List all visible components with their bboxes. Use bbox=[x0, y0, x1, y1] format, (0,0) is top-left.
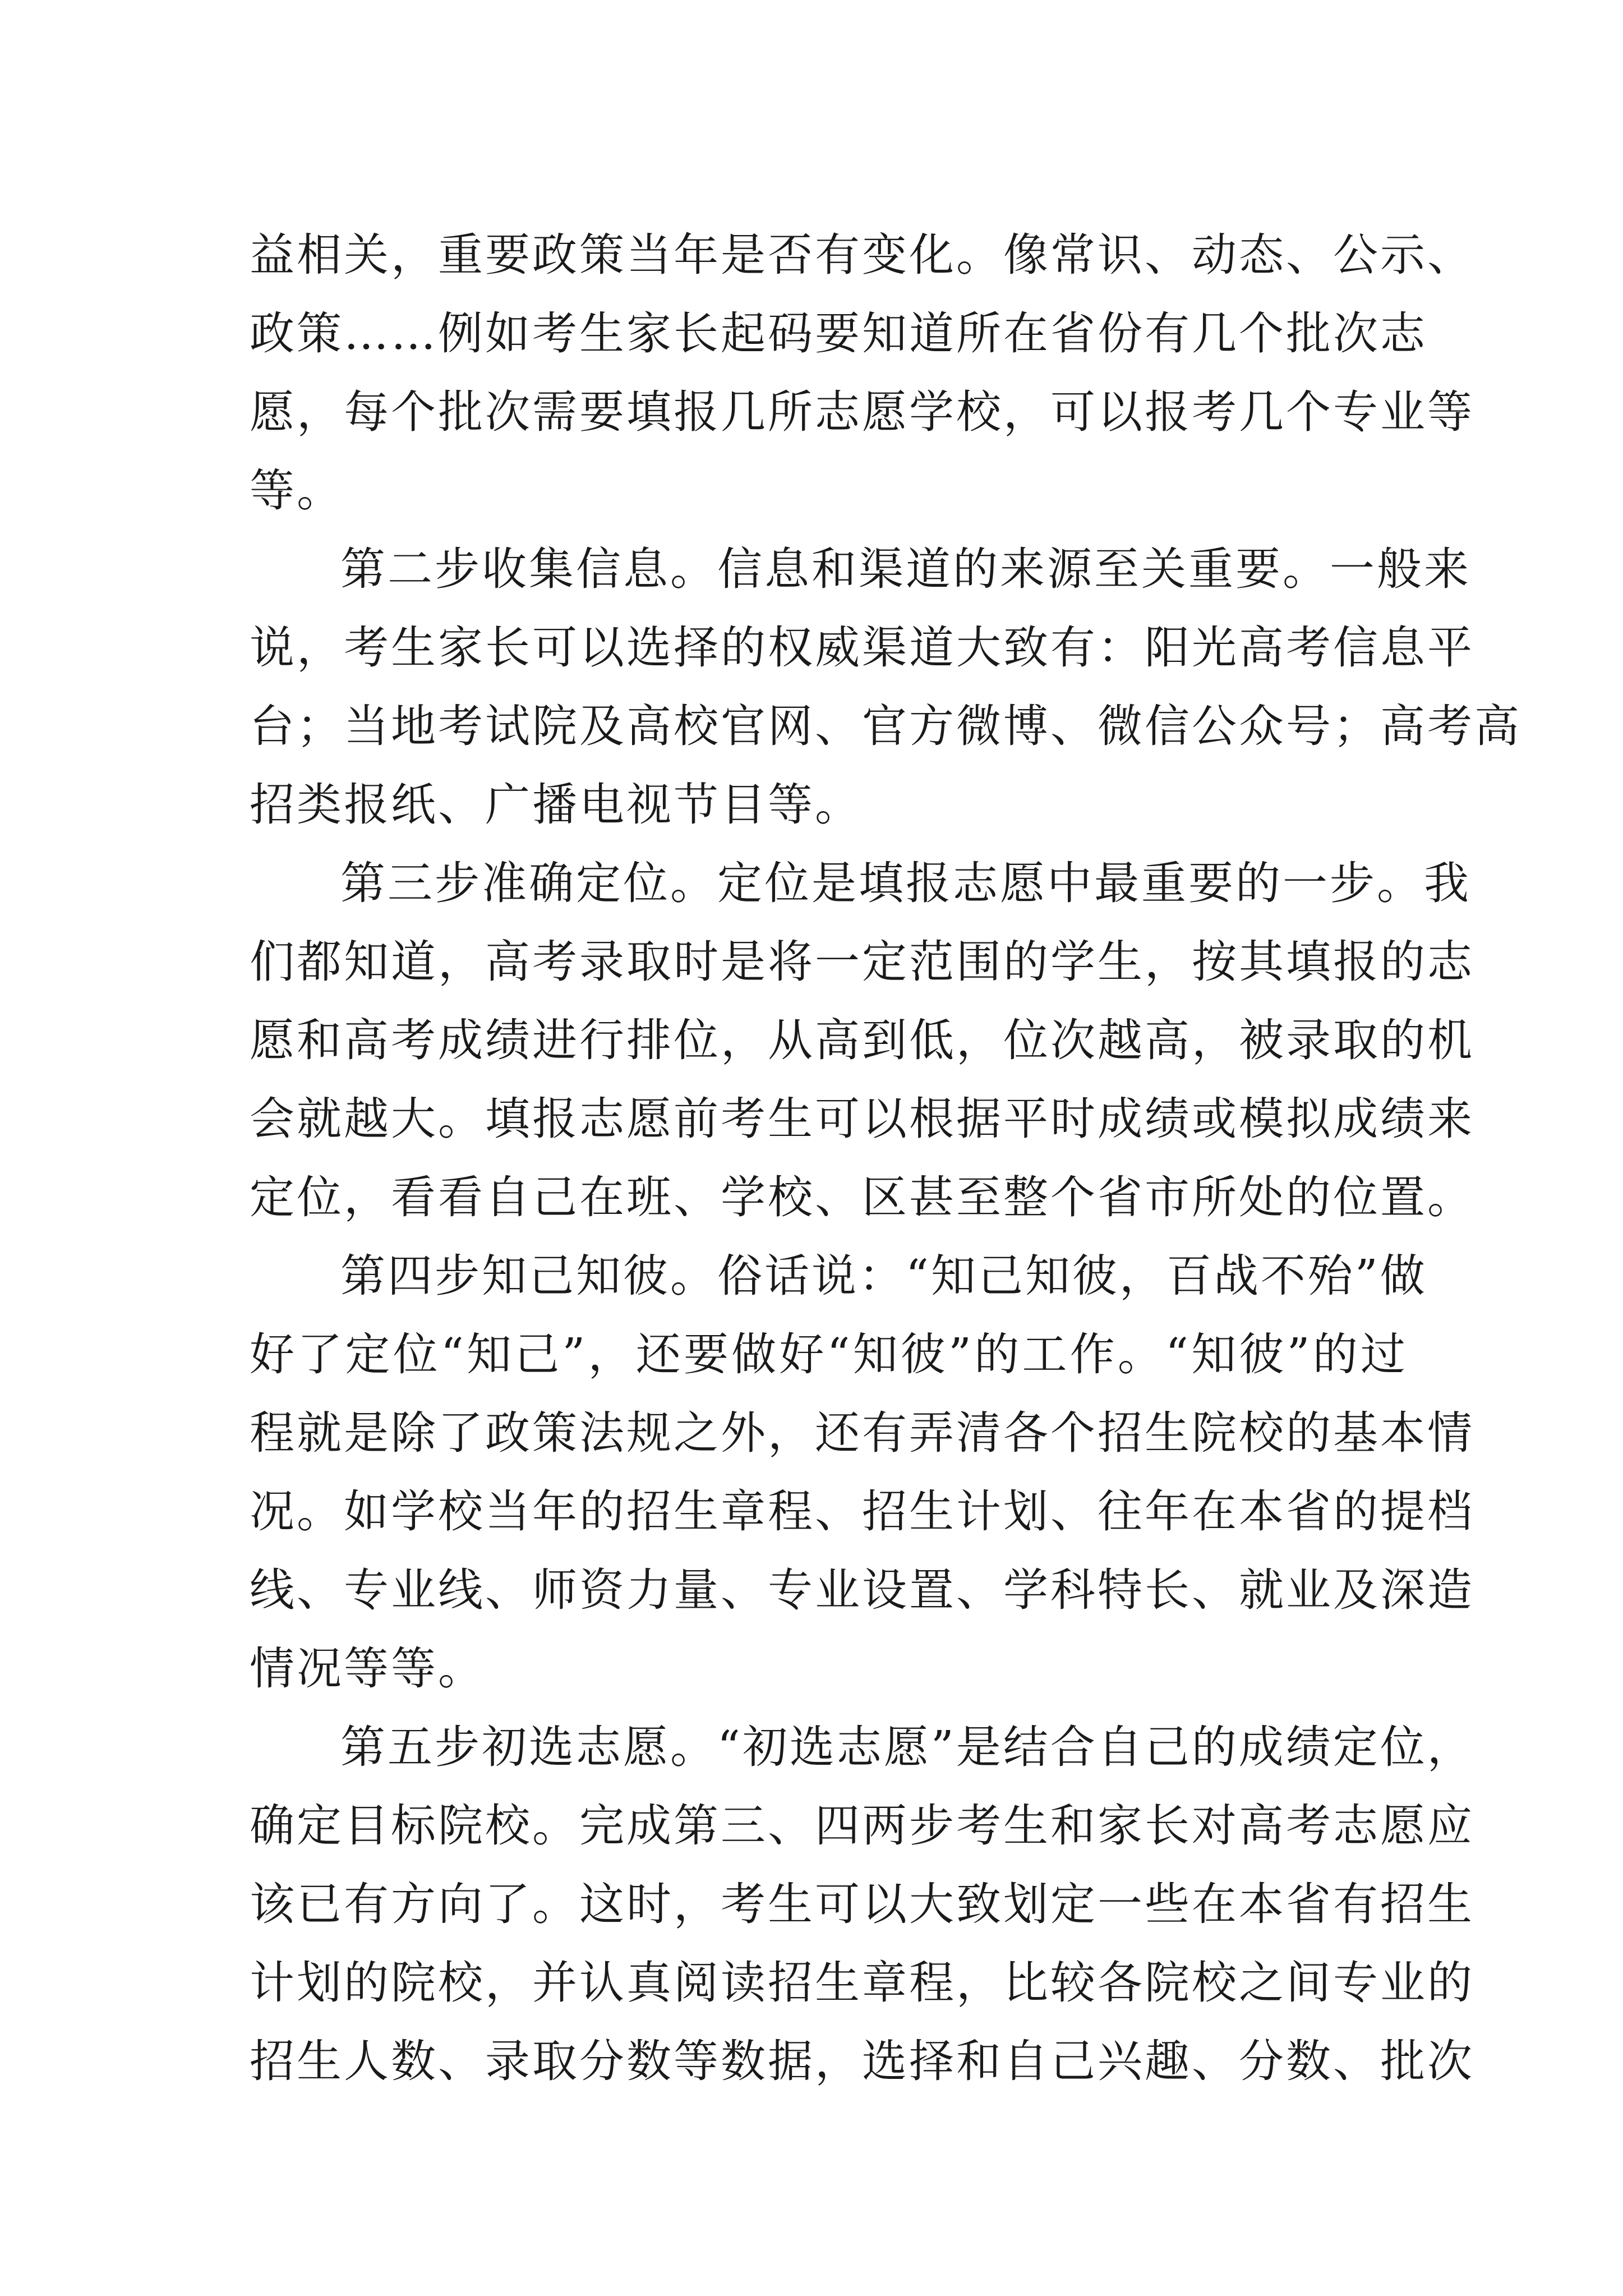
text-line: 们都知道，高考录取时是将一定范围的学生，按其填报的志 bbox=[250, 936, 1474, 988]
paragraph-1 bbox=[250, 216, 1474, 530]
text-line: 等。 bbox=[250, 464, 344, 517]
text-line: 愿和高考成绩进行排位，从高到低，位次越高，被录取的机 bbox=[250, 1014, 1474, 1066]
text-line: 第五步初选志愿。“初选志愿”是结合自己的成绩定位， bbox=[340, 1721, 1474, 1773]
paragraph-2 bbox=[250, 530, 1521, 844]
text-line: 第三步准确定位。定位是填报志愿中最重要的一步。我 bbox=[340, 857, 1471, 909]
text-line: 况。如学校当年的招生章程、招生计划、往年在本省的提档 bbox=[250, 1485, 1474, 1538]
paragraph-4 bbox=[250, 1237, 1474, 1708]
paragraph-3 bbox=[250, 844, 1474, 1237]
text-line: 定位，看看自己在班、学校、区甚至整个省市所处的位置。 bbox=[250, 1171, 1474, 1223]
text-line: 好了定位“知己”，还要做好“知彼”的工作。“知彼”的过 bbox=[250, 1328, 1408, 1381]
text-line: 愿，每个批次需要填报几所志愿学校，可以报考几个专业等 bbox=[250, 386, 1474, 438]
text-line: 线、专业线、师资力量、专业设置、学科特长、就业及深造 bbox=[250, 1564, 1474, 1616]
text-line: 招类报纸、广播电视节目等。 bbox=[250, 779, 862, 831]
text-line: 程就是除了政策法规之外，还有弄清各个招生院校的基本情 bbox=[250, 1407, 1474, 1459]
text-line: 确定目标院校。完成第三、四两步考生和家长对高考志愿应 bbox=[250, 1800, 1474, 1852]
text-line: 会就越大。填报志愿前考生可以根据平时成绩或模拟成绩来 bbox=[250, 1093, 1474, 1145]
text-line: 招生人数、录取分数等数据，选择和自己兴趣、分数、批次 bbox=[250, 2035, 1474, 2087]
body-text bbox=[250, 216, 1521, 2101]
text-line: 该已有方向了。这时，考生可以大致划定一些在本省有招生 bbox=[250, 1878, 1474, 1930]
text-line: 台；当地考试院及高校官网、官方微博、微信公众号；高考高 bbox=[250, 700, 1521, 752]
text-line: 情况等等。 bbox=[250, 1642, 485, 1695]
text-line: 益相关，重要政策当年是否有变化。像常识、动态、公示、 bbox=[250, 229, 1474, 281]
text-line: 计划的院校，并认真阅读招生章程，比较各院校之间专业的 bbox=[250, 1957, 1474, 2009]
text-line: 政策……例如考生家长起码要知道所在省份有几个批次志 bbox=[250, 307, 1427, 360]
text-line: 第二步收集信息。信息和渠道的来源至关重要。一般来 bbox=[340, 543, 1471, 595]
paragraph-5 bbox=[250, 1708, 1474, 2101]
text-line: 第四步知己知彼。俗话说：“知己知彼，百战不殆”做 bbox=[340, 1250, 1427, 1302]
text-line: 说，考生家长可以选择的权威渠道大致有：阳光高考信息平 bbox=[250, 622, 1474, 674]
